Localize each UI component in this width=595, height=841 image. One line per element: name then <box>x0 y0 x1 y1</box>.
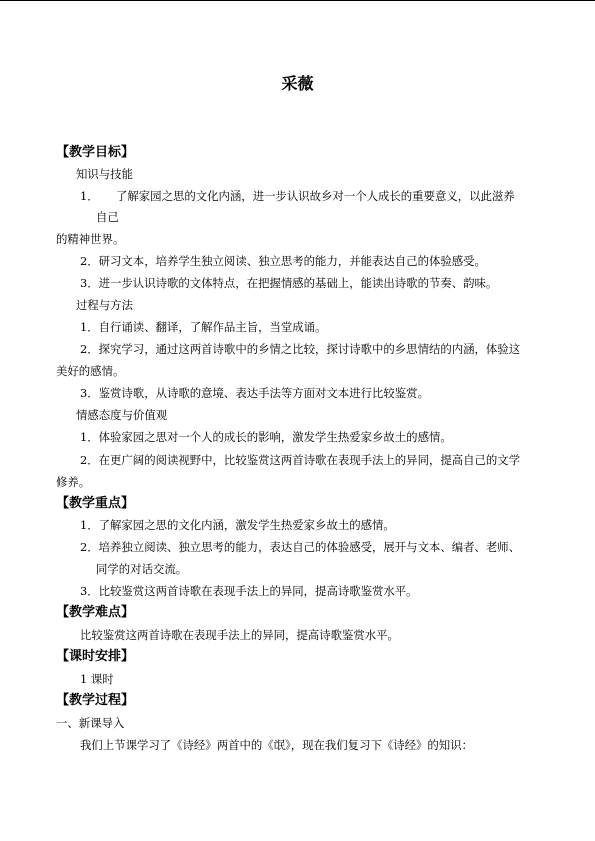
difficulty-text: 比较鉴赏这两首诗歌在表现手法上的异同，提高诗歌鉴赏水平。 <box>80 628 399 642</box>
goal-item-1-continuation-2: 的精神世界。 <box>56 232 125 246</box>
section-heading-goals: 【教学目标】 <box>56 145 135 160</box>
process-item-2-continuation: 美好的感情。 <box>56 364 125 378</box>
keypoint-item-3: 3．比较鉴赏这两首诗歌在表现手法上的异同，提高诗歌鉴赏水平。 <box>80 584 418 598</box>
schedule-text: 1 课时 <box>80 672 114 686</box>
goal-item-1-continuation: 自己 <box>96 210 119 224</box>
goal-item-3: 3．进一步认识诗歌的文体特点，在把握情感的基础上，能读出诗歌的节奏、韵味。 <box>80 276 498 290</box>
section-heading-keypoints: 【教学重点】 <box>56 496 135 511</box>
section-heading-schedule: 【课时安排】 <box>56 649 135 664</box>
keypoint-item-1: 1．了解家园之思的文化内涵，激发学生热爱家乡故土的感情。 <box>80 518 395 532</box>
subheading-process-method: 过程与方法 <box>76 298 133 312</box>
section-heading-difficulties: 【教学难点】 <box>56 605 135 620</box>
goal-item-1 <box>80 187 515 205</box>
page-title: 采薇 <box>281 74 314 93</box>
goal-item-2: 2．研习文本，培养学生独立阅读、独立思考的能力，并能表达自己的体验感受。 <box>80 254 486 268</box>
subheading-knowledge: 知识与技能 <box>76 167 133 181</box>
subheading-attitude-values: 情感态度与价值观 <box>76 408 168 422</box>
keypoint-item-2: 2．培养独立阅读、独立思考的能力，表达自己的体验感受，展开与文本、编者、老师、 <box>80 540 521 554</box>
process-step-1-text: 我们上节课学习了《诗经》两首中的《氓》，现在我们复习下《诗经》的知识： <box>80 738 473 752</box>
process-item-2: 2．探究学习，通过这两首诗歌中的乡情之比较，探讨诗歌中的乡思情结的内涵，体验这 <box>80 342 521 356</box>
process-item-3: 3．鉴赏诗歌，从诗歌的意境、表达手法等方面对文本进行比较鉴赏。 <box>80 386 429 400</box>
keypoint-item-2-continuation: 同学的对话交流。 <box>96 562 188 576</box>
attitude-item-2-continuation: 修养。 <box>56 475 91 489</box>
section-heading-process: 【教学过程】 <box>56 693 135 708</box>
attitude-item-1: 1．体验家园之思对一个人的成长的影响，激发学生热爱家乡故土的感情。 <box>80 430 452 444</box>
attitude-item-2: 2．在更广阔的阅读视野中，比较鉴赏这两首诗歌在表现手法上的异同，提高自己的文学 <box>80 453 521 467</box>
process-step-1: 一、新课导入 <box>56 716 125 730</box>
process-item-1: 1．自行诵读、翻译，了解作品主旨，当堂成诵。 <box>80 320 327 334</box>
top-border <box>0 0 595 1</box>
goal-item-1-number: 1． <box>80 189 99 203</box>
goal-item-1-text: 了解家园之思的文化内涵，进一步认识故乡对一个人成长的重要意义，以此滋养 <box>116 189 515 203</box>
